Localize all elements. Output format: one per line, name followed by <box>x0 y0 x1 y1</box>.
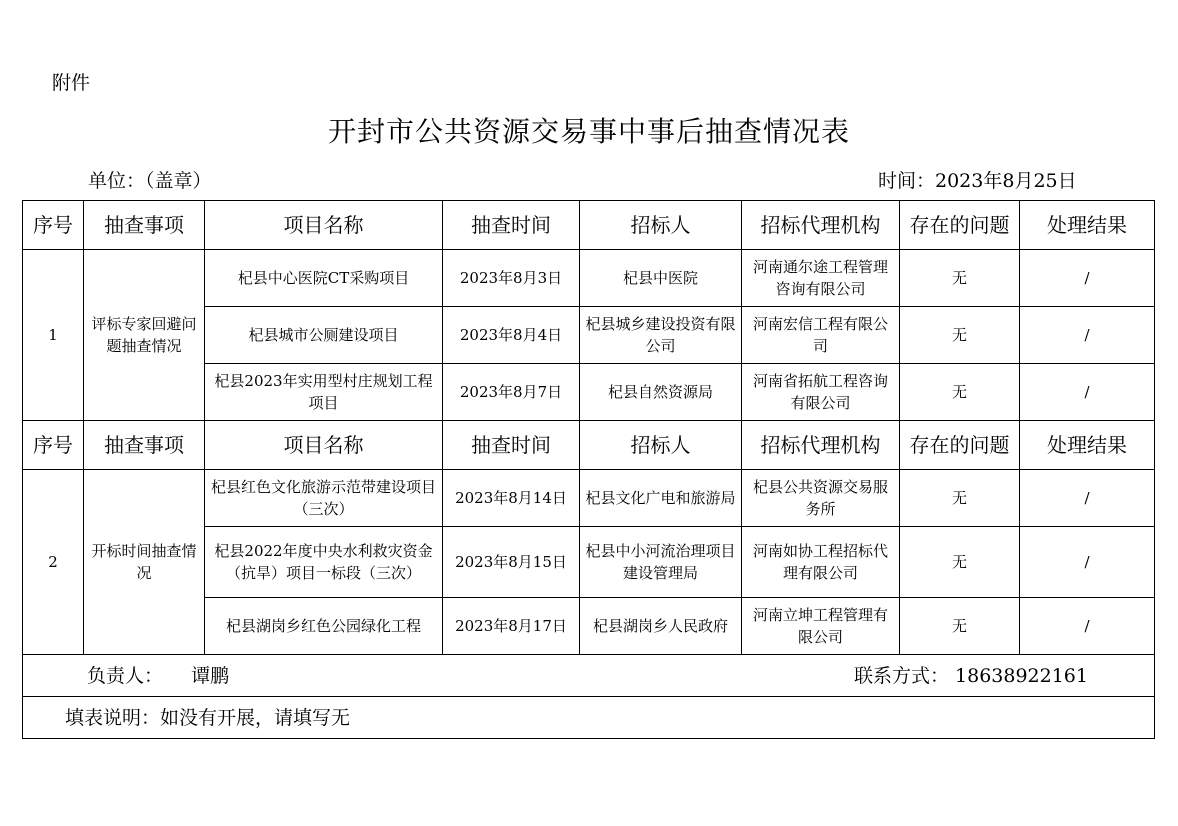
header-cell: 招标代理机构 <box>742 201 900 250</box>
header-cell: 序号 <box>23 201 84 250</box>
result-cell: / <box>1020 364 1155 421</box>
time-cell: 2023年8月7日 <box>443 364 580 421</box>
header-cell: 招标人 <box>580 201 742 250</box>
contact-value: 18638922161 <box>955 664 1088 687</box>
header-cell: 序号 <box>23 421 84 470</box>
contact-label: 联系方式： <box>853 664 949 687</box>
note-row <box>23 697 1155 739</box>
time-cell: 2023年8月14日 <box>443 470 580 527</box>
project-cell: 杞县湖岗乡红色公园绿化工程 <box>205 598 443 655</box>
responsible-name: 谭鹏 <box>191 664 230 687</box>
time-cell: 2023年8月15日 <box>443 527 580 598</box>
header-cell: 存在的问题 <box>900 201 1020 250</box>
time-cell: 2023年8月3日 <box>443 250 580 307</box>
issue-cell: 无 <box>900 364 1020 421</box>
header-cell: 招标人 <box>580 421 742 470</box>
project-cell: 杞县2023年实用型村庄规划工程项目 <box>205 364 443 421</box>
agency-cell: 河南如协工程招标代理有限公司 <box>742 527 900 598</box>
issue-cell: 无 <box>900 470 1020 527</box>
tenderer-cell: 杞县自然资源局 <box>580 364 742 421</box>
issue-cell: 无 <box>900 307 1020 364</box>
result-cell: / <box>1020 250 1155 307</box>
project-cell: 杞县城市公厕建设项目 <box>205 307 443 364</box>
tenderer-cell: 杞县湖岗乡人民政府 <box>580 598 742 655</box>
header-cell: 抽查时间 <box>443 201 580 250</box>
issue-cell: 无 <box>900 250 1020 307</box>
note-cell <box>23 697 1155 739</box>
header-cell: 项目名称 <box>205 421 443 470</box>
result-cell: / <box>1020 307 1155 364</box>
project-cell: 杞县2022年度中央水利救灾资金（抗旱）项目一标段（三次） <box>205 527 443 598</box>
agency-cell: 杞县公共资源交易服务所 <box>742 470 900 527</box>
issue-cell: 无 <box>900 598 1020 655</box>
result-cell: / <box>1020 470 1155 527</box>
seq-cell: 2 <box>23 470 84 655</box>
table-row <box>23 250 1155 307</box>
tenderer-cell: 杞县中小河流治理项目建设管理局 <box>580 527 742 598</box>
agency-cell: 河南省拓航工程咨询有限公司 <box>742 364 900 421</box>
unit-label: 单位：（盖章） <box>88 170 212 192</box>
tenderer-cell: 杞县中医院 <box>580 250 742 307</box>
time-cell: 2023年8月17日 <box>443 598 580 655</box>
header-cell: 处理结果 <box>1020 201 1155 250</box>
tenderer-cell: 杞县城乡建设投资有限公司 <box>580 307 742 364</box>
header-cell: 招标代理机构 <box>742 421 900 470</box>
responsible-label: 负责人： <box>87 664 164 687</box>
inspection-item-cell: 开标时间抽查情况 <box>84 470 205 655</box>
inspection-item-cell: 评标专家回避问题抽查情况 <box>84 250 205 421</box>
inspection-table <box>22 200 1155 739</box>
project-cell: 杞县红色文化旅游示范带建设项目（三次） <box>205 470 443 527</box>
seq-cell: 1 <box>23 250 84 421</box>
header-cell: 抽查事项 <box>84 201 205 250</box>
header-cell: 项目名称 <box>205 201 443 250</box>
table-header-row <box>23 201 1155 250</box>
header-cell: 抽查时间 <box>443 421 580 470</box>
fill-note: 填表说明：如没有开展，请填写无 <box>65 706 351 729</box>
responsible-cell <box>23 655 1155 697</box>
table-row <box>23 470 1155 527</box>
time-cell: 2023年8月4日 <box>443 307 580 364</box>
result-cell: / <box>1020 598 1155 655</box>
table-header-row <box>23 421 1155 470</box>
responsible-group <box>87 665 229 687</box>
project-cell: 杞县中心医院CT采购项目 <box>205 250 443 307</box>
result-cell: / <box>1020 527 1155 598</box>
page-title: 开封市公共资源交易事中事后抽查情况表 <box>327 115 850 148</box>
agency-cell: 河南通尔途工程管理咨询有限公司 <box>742 250 900 307</box>
header-cell: 抽查事项 <box>84 421 205 470</box>
agency-cell: 河南立坤工程管理有限公司 <box>742 598 900 655</box>
attachment-label: 附件 <box>52 72 91 94</box>
contact-group <box>854 665 1088 687</box>
date-label: 时间：2023年8月25日 <box>878 170 1077 192</box>
header-cell: 存在的问题 <box>900 421 1020 470</box>
agency-cell: 河南宏信工程有限公司 <box>742 307 900 364</box>
responsible-row <box>23 655 1155 697</box>
header-cell: 处理结果 <box>1020 421 1155 470</box>
issue-cell: 无 <box>900 527 1020 598</box>
tenderer-cell: 杞县文化广电和旅游局 <box>580 470 742 527</box>
